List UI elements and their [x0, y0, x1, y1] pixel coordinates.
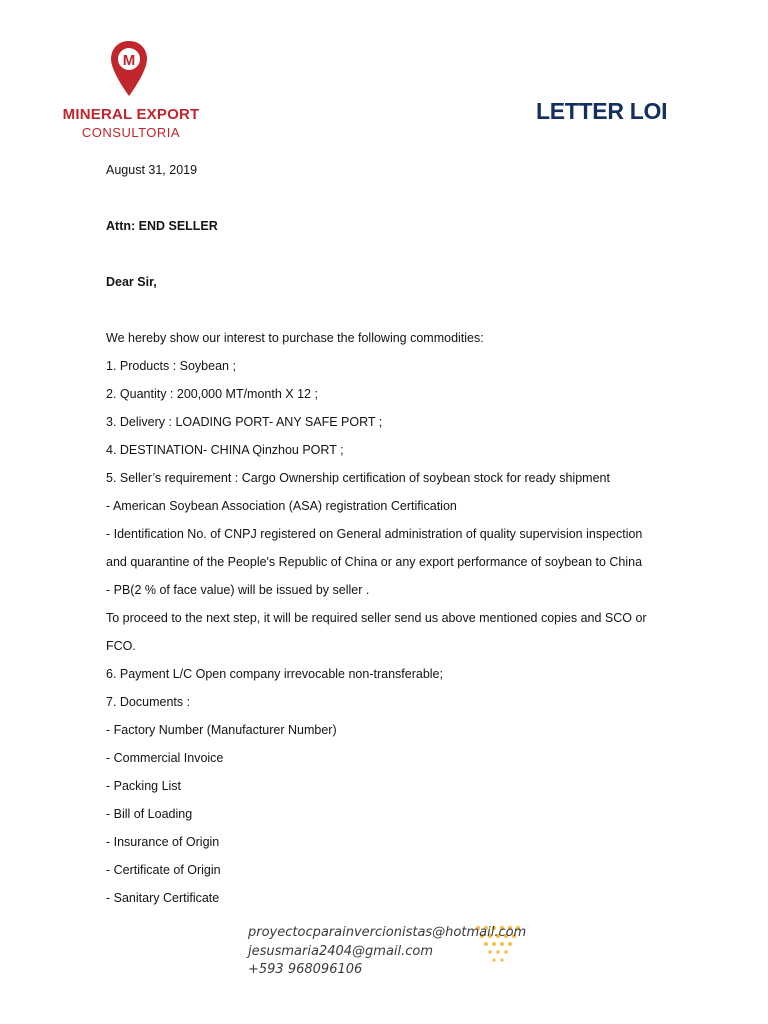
body-line: 7. Documents :	[106, 695, 191, 709]
letter-attn: Attn: END SELLER	[106, 219, 218, 233]
body-line: - American Soybean Association (ASA) registration Certification	[106, 499, 457, 513]
body-line: - Packing List	[106, 779, 182, 793]
letter-date: August 31, 2019	[106, 163, 198, 177]
letter-salutation: Dear Sir,	[106, 275, 157, 289]
body-line: - PB(2 % of face value) will be issued by seller .	[106, 583, 370, 597]
logo-company-subtitle: CONSULTORIA	[81, 125, 181, 140]
body-line: 5. Seller’s requirement : Cargo Ownership certification of soybean stock for ready shipment	[106, 471, 610, 485]
body-line: 2. Quantity : 200,000 MT/month X 12 ;	[106, 387, 318, 401]
body-line: To proceed to the next step, it will be required seller send us above mentioned copies and SCO or	[106, 611, 647, 625]
map-pin-icon	[109, 40, 149, 98]
body-line: - Certificate of Origin	[106, 863, 221, 877]
body-line: - Factory Number (Manufacturer Number)	[106, 723, 337, 737]
logo-company-name: MINERAL EXPORT	[62, 106, 200, 123]
body-line: - Sanitary Certificate	[106, 891, 220, 905]
body-line: 4. DESTINATION- CHINA Qinzhou PORT ;	[106, 443, 344, 457]
logo-letter: M	[122, 52, 136, 69]
contact-phone: +593 968096106	[248, 962, 363, 977]
body-line: - Bill of Loading	[106, 807, 193, 821]
body-line: 6. Payment L/C Open company irrevocable non-transferable;	[106, 667, 443, 681]
contact-email-gmail[interactable]: jesusmaria2404@gmail.com	[248, 944, 434, 959]
body-line: 3. Delivery : LOADING PORT- ANY SAFE PORT ;	[106, 415, 383, 429]
body-line: - Commercial Invoice	[106, 751, 224, 765]
contact-email-hotmail[interactable]: proyectocparainvercionistas@hotmail.com	[248, 925, 527, 940]
company-logo	[56, 40, 206, 144]
body-line: - Identification No. of CNPJ registered on General administration of quality supervision inspection	[106, 527, 643, 541]
body-line: We hereby show our interest to purchase the following commodities:	[106, 331, 484, 345]
body-line: and quarantine of the People's Republic of China or any export performance of soybean to China	[106, 555, 643, 569]
body-line: 1. Products : Soybean ;	[106, 359, 236, 373]
body-line: - Insurance of Origin	[106, 835, 220, 849]
body-line: FCO.	[106, 639, 136, 653]
document-title: LETTER LOI	[536, 98, 668, 124]
